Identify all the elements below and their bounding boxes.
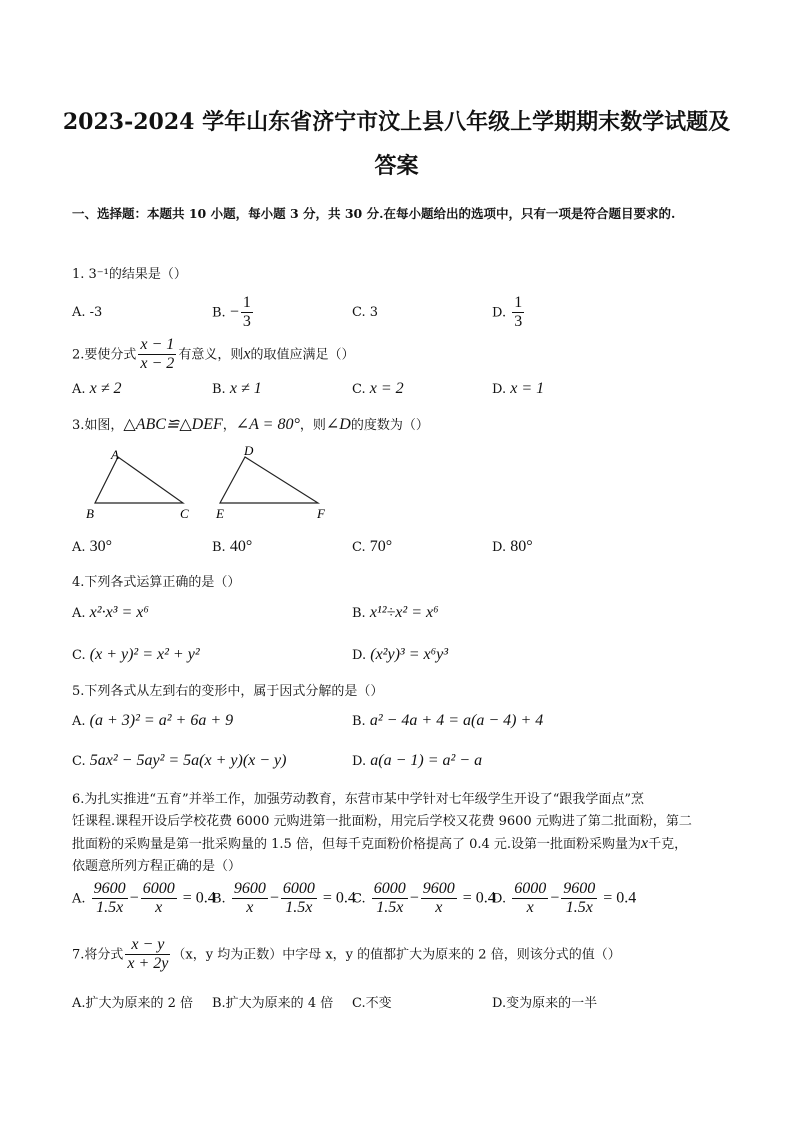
- q4-option-b: B. x¹²÷x² = x⁶: [352, 604, 439, 621]
- q2-option-a: A. x ≠ 2: [72, 380, 122, 397]
- q5-option-d: D. a(a − 1) = a² − a: [352, 752, 483, 769]
- q1-option-c: C. 3: [352, 305, 379, 320]
- question-2-stem: 2.要使分式 $\frac{x - 1}{x - 2}$ 有意义，则x的取值应满足（）: [72, 336, 355, 373]
- q1-option-d: D. $\frac{1}{3}$: [492, 294, 523, 331]
- question-3-stem: 3.如图，△ABC≌△DEF，∠A = 80°，则∠D的度数为（）: [72, 416, 429, 433]
- question-7-stem: 7.将分式 $\frac{x - y}{x + 2y}$ （x，y 均为正数）中字母 x，y 的值都扩大为原来的 2 倍，则该分式的值（）: [72, 936, 621, 973]
- question-1-stem: 1. 3⁻¹的结果是（）: [72, 267, 187, 282]
- q7-option-d: D.变为原来的一半: [492, 996, 598, 1011]
- q4-option-a: A. x²·x³ = x⁶: [72, 604, 149, 621]
- vertex-label-f: F: [317, 506, 325, 521]
- triangle-abc: [95, 457, 183, 503]
- q7-option-a: A.扩大为原来的 2 倍: [72, 996, 194, 1011]
- q6-option-d: D. $\frac{6000}{x}$ − $\frac{9600}{1.5x}$ = 0.4: [492, 880, 637, 917]
- question-4-stem: 4.下列各式运算正确的是（）: [72, 575, 241, 590]
- q6-option-a: A. $\frac{9600}{1.5x}$ − $\frac{6000}{x}$ = 0.4: [72, 880, 216, 917]
- q2-option-b: B. x ≠ 1: [212, 380, 262, 397]
- q4-option-d: D. (x²y)³ = x⁶y³: [352, 646, 449, 663]
- vertex-label-b: B: [86, 506, 94, 521]
- q6-option-b: B. $\frac{9600}{x}$ − $\frac{6000}{1.5x}$ = 0.4: [212, 880, 356, 917]
- triangle-figure: [80, 440, 350, 525]
- q6-option-c: C. $\frac{6000}{1.5x}$ − $\frac{9600}{x}$ = 0.4: [352, 880, 496, 917]
- q2-option-d: D. x = 1: [492, 380, 545, 397]
- page-title: 2023-2024 学年山东省济宁市汶上县八年级上学期期末数学试题及答案: [62, 109, 731, 179]
- question-6-stem: 6.为扎实推进“五育”并举工作，加强劳动教育，东营市某中学针对七年级学生开设了“跟我学面点”烹 饪课程.课程开设后学校花费 6000 元购进第一批面粉，用完后学校又花费 9600 元购进了第二批面粉，第二 批面粉的采购量是第一批采购量的 1.5 倍，但每千克面粉价格提高了 0.4 元.设第一批面粉采购量为x千克， 依题意所列方程正确的是（）: [72, 792, 692, 874]
- q7-option-c: C.不变: [352, 996, 392, 1011]
- q4-option-c: C. (x + y)² = x² + y²: [72, 646, 200, 663]
- vertex-label-a: A: [111, 447, 119, 462]
- q1-option-a: A. -3: [72, 305, 103, 320]
- q5-option-c: C. 5ax² − 5ay² = 5a(x + y)(x − y): [72, 752, 287, 769]
- vertex-label-e: E: [216, 506, 224, 521]
- q3-option-b: B. 40°: [212, 538, 253, 555]
- q7-option-b: B.扩大为原来的 4 倍: [212, 996, 334, 1011]
- q3-option-d: D. 80°: [492, 538, 533, 555]
- vertex-label-d: D: [244, 443, 254, 458]
- q2-option-c: C. x = 2: [352, 380, 404, 397]
- question-5-stem: 5.下列各式从左到右的变形中，属于因式分解的是（）: [72, 684, 384, 699]
- q1-option-b: B. − $\frac{1}{3}$: [212, 294, 251, 331]
- q5-option-b: B. a² − 4a + 4 = a(a − 4) + 4: [352, 712, 544, 729]
- q5-option-a: A. (a + 3)² = a² + 6a + 9: [72, 712, 234, 729]
- vertex-label-c: C: [180, 506, 189, 521]
- q3-option-a: A. 30°: [72, 538, 113, 555]
- q3-option-c: C. 70°: [352, 538, 393, 555]
- triangle-def: [220, 457, 318, 503]
- section-heading: 一、选择题：本题共 10 小题，每小题 3 分，共 30 分.在每小题给出的选项中，只有一项是符合题目要求的.: [72, 206, 676, 221]
